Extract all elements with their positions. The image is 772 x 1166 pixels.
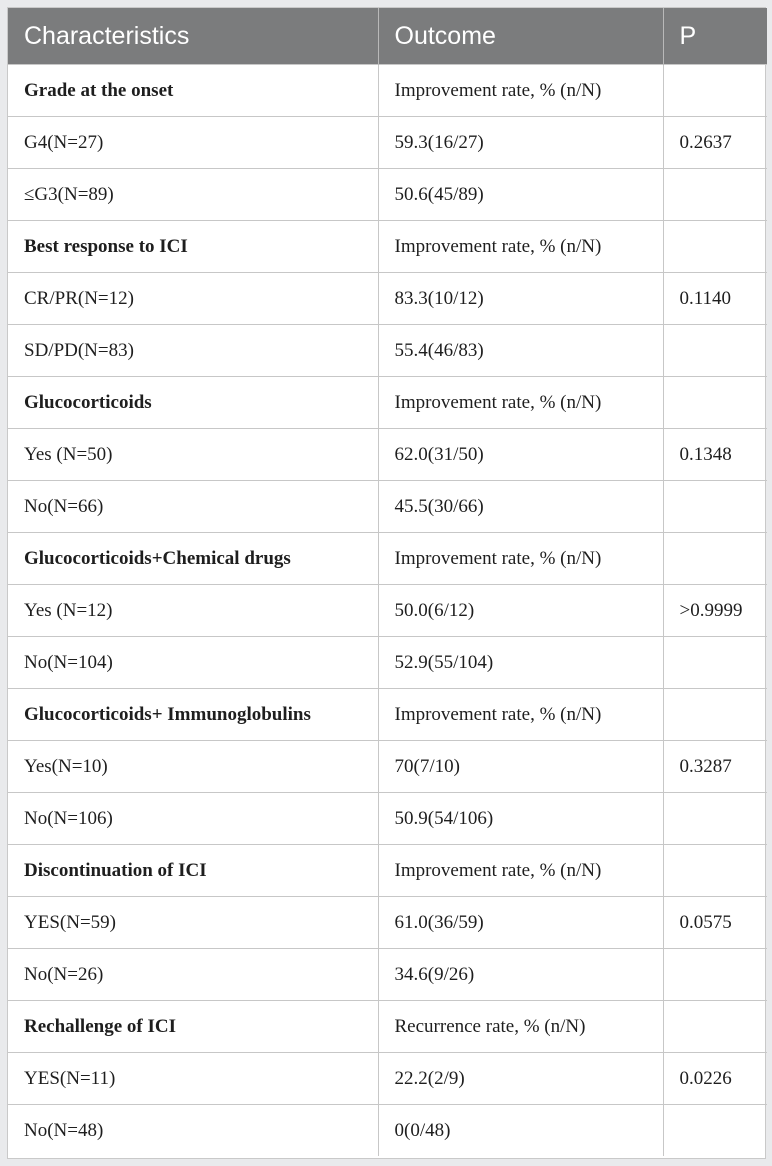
characteristic-cell: Yes (N=50) — [8, 429, 378, 481]
outcome-cell: 61.0(36/59) — [378, 897, 663, 949]
table-row — [8, 273, 767, 325]
section-header-row — [8, 533, 767, 585]
outcome-cell: Improvement rate, % (n/N) — [378, 221, 663, 273]
outcome-cell: 22.2(2/9) — [378, 1053, 663, 1105]
characteristic-cell: Discontinuation of ICI — [8, 845, 378, 897]
p-value-cell — [663, 1105, 767, 1157]
characteristic-cell: ≤G3(N=89) — [8, 169, 378, 221]
table-row — [8, 1105, 767, 1157]
table-row — [8, 637, 767, 689]
table-row — [8, 169, 767, 221]
characteristic-cell: Yes (N=12) — [8, 585, 378, 637]
results-table — [8, 8, 767, 1156]
section-header-row — [8, 221, 767, 273]
characteristic-cell: Rechallenge of ICI — [8, 1001, 378, 1053]
outcome-cell: 45.5(30/66) — [378, 481, 663, 533]
characteristic-cell: No(N=26) — [8, 949, 378, 1001]
section-header-row — [8, 689, 767, 741]
outcome-cell: 50.9(54/106) — [378, 793, 663, 845]
characteristic-cell: No(N=66) — [8, 481, 378, 533]
header-outcome: Outcome — [378, 8, 663, 65]
outcome-cell: Improvement rate, % (n/N) — [378, 65, 663, 117]
section-header-row — [8, 65, 767, 117]
table-row — [8, 741, 767, 793]
section-header-row — [8, 377, 767, 429]
outcome-cell: 83.3(10/12) — [378, 273, 663, 325]
characteristic-cell: No(N=106) — [8, 793, 378, 845]
outcome-cell: Improvement rate, % (n/N) — [378, 689, 663, 741]
table-row — [8, 949, 767, 1001]
characteristic-cell: CR/PR(N=12) — [8, 273, 378, 325]
table-row — [8, 793, 767, 845]
outcome-cell: 34.6(9/26) — [378, 949, 663, 1001]
table-row — [8, 429, 767, 481]
table-row — [8, 585, 767, 637]
p-value-cell: 0.3287 — [663, 741, 767, 793]
header-characteristics: Characteristics — [8, 8, 378, 65]
characteristic-cell: No(N=48) — [8, 1105, 378, 1157]
header-row — [8, 8, 767, 65]
outcome-cell: Improvement rate, % (n/N) — [378, 845, 663, 897]
p-value-cell — [663, 65, 767, 117]
characteristic-cell: G4(N=27) — [8, 117, 378, 169]
characteristic-cell: Best response to ICI — [8, 221, 378, 273]
p-value-cell: 0.0226 — [663, 1053, 767, 1105]
table-frame — [7, 7, 766, 1159]
p-value-cell: >0.9999 — [663, 585, 767, 637]
characteristic-cell: No(N=104) — [8, 637, 378, 689]
p-value-cell — [663, 169, 767, 221]
outcome-cell: Recurrence rate, % (n/N) — [378, 1001, 663, 1053]
characteristic-cell: Grade at the onset — [8, 65, 378, 117]
p-value-cell — [663, 845, 767, 897]
characteristic-cell: Glucocorticoids+Chemical drugs — [8, 533, 378, 585]
p-value-cell — [663, 221, 767, 273]
p-value-cell: 0.1348 — [663, 429, 767, 481]
table-row — [8, 325, 767, 377]
p-value-cell — [663, 793, 767, 845]
outcome-cell: 0(0/48) — [378, 1105, 663, 1157]
outcome-cell: 52.9(55/104) — [378, 637, 663, 689]
p-value-cell: 0.1140 — [663, 273, 767, 325]
outcome-cell: 62.0(31/50) — [378, 429, 663, 481]
outcome-cell: Improvement rate, % (n/N) — [378, 377, 663, 429]
p-value-cell: 0.0575 — [663, 897, 767, 949]
p-value-cell — [663, 533, 767, 585]
outcome-cell: Improvement rate, % (n/N) — [378, 533, 663, 585]
characteristic-cell: SD/PD(N=83) — [8, 325, 378, 377]
characteristic-cell: Glucocorticoids — [8, 377, 378, 429]
characteristic-cell: Glucocorticoids+ Immunoglobulins — [8, 689, 378, 741]
p-value-cell: 0.2637 — [663, 117, 767, 169]
p-value-cell — [663, 949, 767, 1001]
section-header-row — [8, 845, 767, 897]
outcome-cell: 70(7/10) — [378, 741, 663, 793]
characteristic-cell: YES(N=59) — [8, 897, 378, 949]
p-value-cell — [663, 325, 767, 377]
table-row — [8, 481, 767, 533]
table-row — [8, 897, 767, 949]
p-value-cell — [663, 689, 767, 741]
p-value-cell — [663, 637, 767, 689]
table-body — [8, 65, 767, 1157]
characteristic-cell: YES(N=11) — [8, 1053, 378, 1105]
table-row — [8, 117, 767, 169]
outcome-cell: 59.3(16/27) — [378, 117, 663, 169]
p-value-cell — [663, 481, 767, 533]
characteristic-cell: Yes(N=10) — [8, 741, 378, 793]
section-header-row — [8, 1001, 767, 1053]
p-value-cell — [663, 1001, 767, 1053]
p-value-cell — [663, 377, 767, 429]
outcome-cell: 50.0(6/12) — [378, 585, 663, 637]
header-p: P — [663, 8, 767, 65]
table-row — [8, 1053, 767, 1105]
outcome-cell: 55.4(46/83) — [378, 325, 663, 377]
outcome-cell: 50.6(45/89) — [378, 169, 663, 221]
